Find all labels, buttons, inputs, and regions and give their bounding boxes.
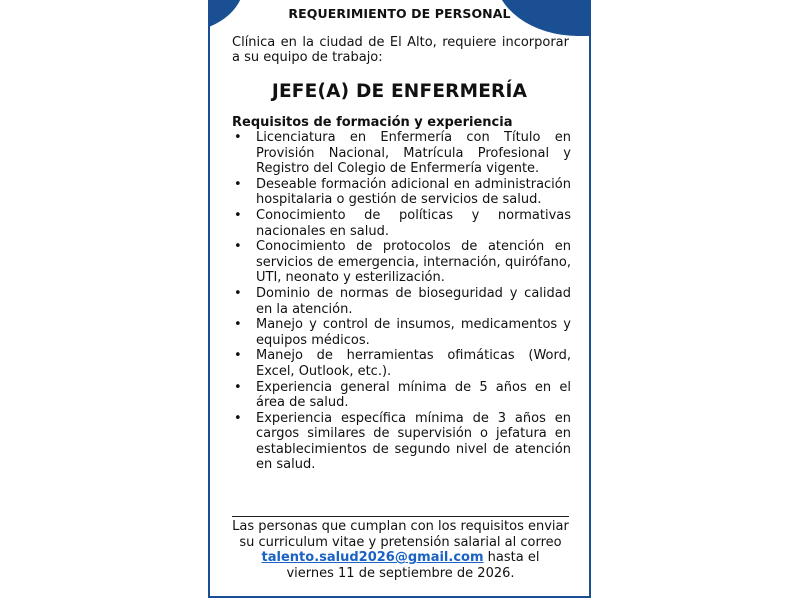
- requirement-item: • Dominio de normas de bioseguridad y calidad en la atención.: [232, 286, 571, 317]
- footer-text: Las personas que cumplan con los requisitos enviar su curriculum vitae y pretensión salarial al correo: [232, 519, 569, 550]
- requirement-item: • Conocimiento de protocolos de atención en servicios de emergencia, internación, quirófano, UTI, neonato y esterilización.: [232, 239, 571, 286]
- requirement-item: • Experiencia general mínima de 5 años en el área de salud.: [232, 380, 571, 411]
- footer-deadline: viernes 11 de septiembre de 2026.: [286, 565, 515, 581]
- job-posting-card: [208, 0, 591, 598]
- footer-deadline-prefix: hasta el: [487, 550, 540, 565]
- requirement-item: • Licenciatura en Enfermería con Título en Provisión Nacional, Matrícula Profesional y Registro del Colegio de Enfermería vigente.: [232, 130, 571, 177]
- requirement-item: • Deseable formación adicional en administración hospitalaria o gestión de servicios de salud.: [232, 177, 571, 208]
- requirement-item: • Manejo y control de insumos, medicamentos y equipos médicos.: [232, 317, 571, 348]
- divider: [232, 516, 569, 517]
- requirement-item: • Conocimiento de políticas y normativas nacionales en salud.: [232, 208, 571, 239]
- footer-instructions: [232, 519, 569, 581]
- requirement-item: • Experiencia específica mínima de 3 años en cargos similares de supervisión o jefatura en establecimientos de segundo nivel de atención en salud.: [232, 411, 571, 473]
- requirement-item: • Manejo de herramientas ofimáticas (Word, Excel, Outlook, etc.).: [232, 348, 571, 379]
- intro-text: Clínica en la ciudad de El Alto, requiere incorporar a su equipo de trabajo:: [232, 35, 569, 65]
- email-link[interactable]: talento.salud2026@gmail.com: [261, 550, 484, 565]
- header-title: REQUERIMIENTO DE PERSONAL: [288, 6, 511, 21]
- requirements-list: [232, 130, 571, 473]
- requirements-heading: Requisitos de formación y experiencia: [232, 115, 513, 130]
- job-title: JEFE(A) DE ENFERMERÍA: [271, 81, 528, 102]
